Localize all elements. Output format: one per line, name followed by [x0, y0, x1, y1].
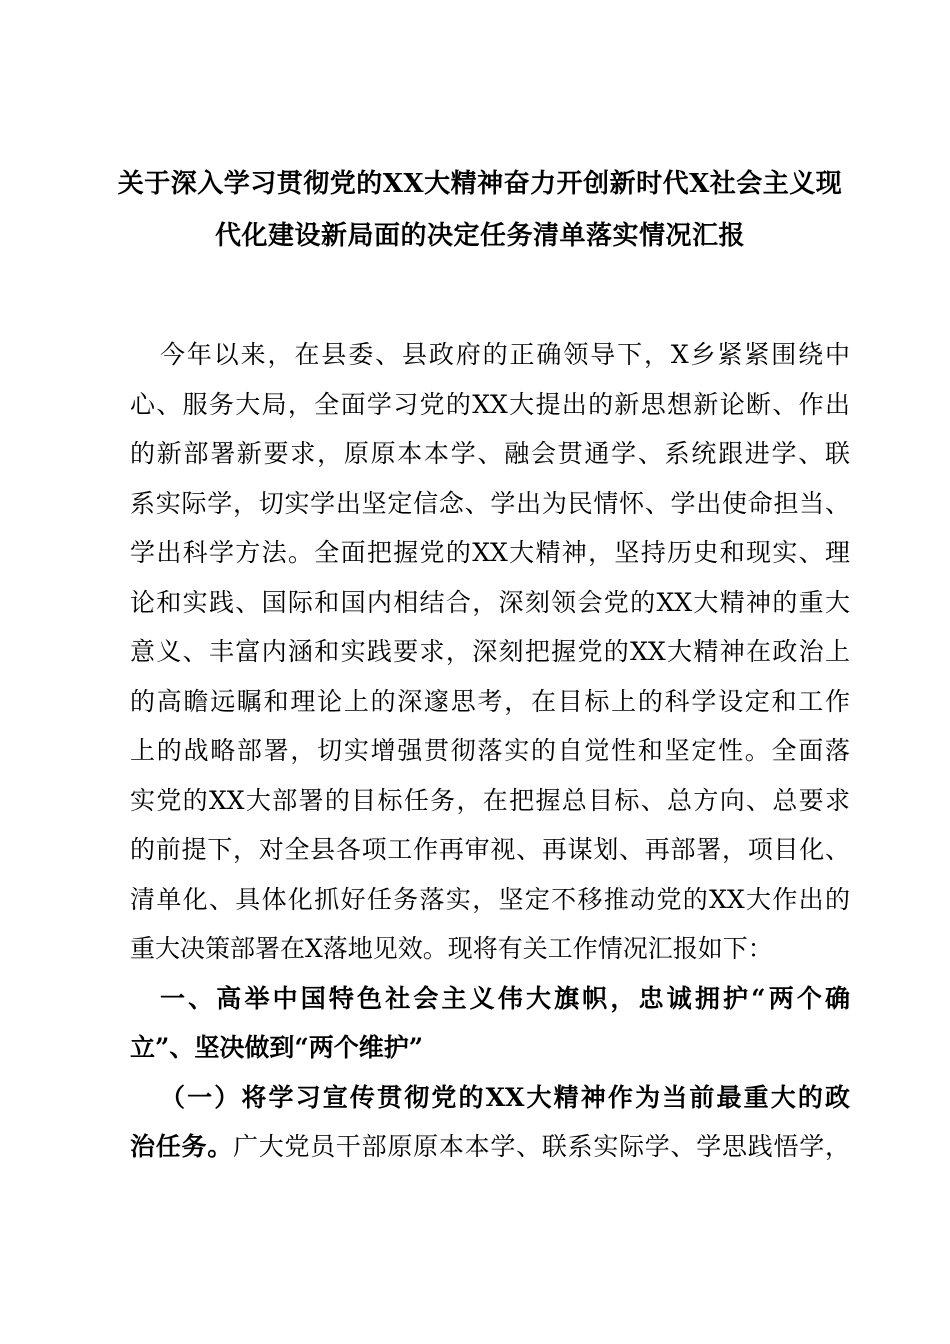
intro-line: 今年以来，在县委、县政府的正确领导下，X乡紧紧围绕中	[160, 340, 850, 369]
intro-line: 系实际学，切实学出坚定信念、学出为民情怀、学出使命担当、	[130, 488, 850, 518]
intro-line: 实党的XX大部署的目标任务，在把握总目标、总方向、总要求	[130, 785, 850, 815]
section-heading-line: 一、高举中国特色社会主义伟大旗帜，忠诚拥护“两个确	[160, 983, 850, 1013]
intro-line: 重大决策部署在X落地见效。现将有关工作情况汇报如下：	[130, 934, 773, 963]
intro-line: 学出科学方法。全面把握党的XX大精神，坚持历史和现实、理	[130, 538, 850, 567]
subsection-heading-line: （一）将学习宣传贯彻党的XX大精神作为当前最重大的政	[160, 1082, 850, 1112]
title-line-2: 代化建设新局面的决定任务清单落实情况汇报	[214, 221, 745, 251]
intro-line: 心、服务大局，全面学习党的XX大提出的新思想新论断、作出	[130, 389, 850, 419]
intro-line: 的新部署新要求，原原本本学、融会贯通学、系统跟进学、联	[130, 439, 850, 468]
section-heading-line: 立”、坚决做到“两个维护”	[130, 1033, 424, 1062]
document-body	[130, 330, 850, 1172]
title-line-1: 关于深入学习贯彻党的XX大精神奋力开创新时代X社会主义现	[117, 169, 843, 199]
intro-line: 意义、丰富内涵和实践要求，深刻把握党的XX大精神在政治上	[130, 637, 850, 666]
intro-line: 清单化、具体化抓好任务落实，坚定不移推动党的XX大作出的	[130, 884, 850, 914]
intro-line: 的高瞻远瞩和理论上的深邃思考，在目标上的科学设定和工作	[130, 686, 850, 716]
subsection-body-text: 广大党员干部原原本本学、联系实际学、学思践悟学，	[232, 1132, 850, 1161]
subsection-body-line	[130, 1122, 850, 1172]
subsection-heading-tail: 治任务。	[130, 1132, 233, 1161]
document-title	[100, 158, 860, 262]
intro-line: 上的战略部署，切实增强贯彻落实的自觉性和坚定性。全面落	[130, 736, 850, 765]
intro-line: 论和实践、国际和国内相结合，深刻领会党的XX大精神的重大	[130, 587, 850, 617]
intro-line: 的前提下，对全县各项工作再审视、再谋划、再部署，项目化、	[130, 835, 850, 864]
